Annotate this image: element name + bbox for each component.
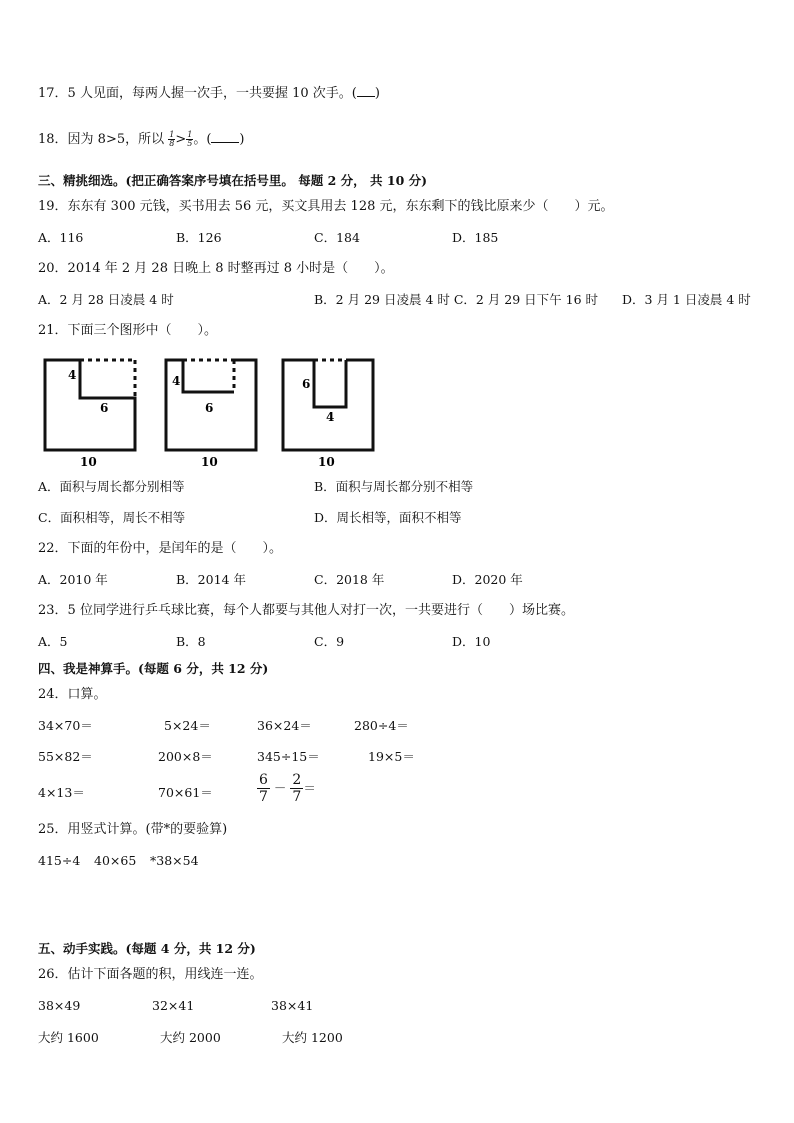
- product-item[interactable]: 38×41: [271, 998, 314, 1013]
- question-19-stem: 19．东东有 300 元钱，买书用去 56 元，买文具用去 128 元，东东剩下的钱比原来少（ ）元。: [38, 199, 614, 214]
- fraction-numerator: 1: [169, 130, 175, 139]
- question-25-stem: 25．用竖式计算。(带*的要验算): [38, 822, 228, 837]
- calc-item: 345÷15＝: [257, 749, 320, 764]
- fraction-expression: [257, 772, 316, 805]
- fraction-denominator: 8: [169, 139, 175, 148]
- calc-item: 70×61＝: [158, 785, 213, 800]
- label-base: 10: [80, 455, 97, 469]
- label-a: 4: [68, 368, 77, 382]
- fraction-numerator: 1: [187, 130, 193, 139]
- calc-item: 200×8＝: [158, 749, 213, 764]
- label-base: 10: [318, 455, 335, 469]
- q19-option-d[interactable]: D．185: [452, 230, 499, 245]
- figure-outline: [283, 360, 373, 450]
- q19-option-c[interactable]: C．184: [314, 230, 360, 245]
- minus-sign: －: [273, 780, 287, 796]
- product-item[interactable]: 32×41: [152, 998, 195, 1013]
- q17-text: 17．5 人见面，每两人握一次手，一共要握 10 次手。(: [38, 86, 357, 101]
- fraction-numerator: 2: [292, 772, 302, 788]
- fraction: [290, 772, 303, 805]
- q21-option-b[interactable]: B．面积与周长都分别不相等: [314, 479, 474, 494]
- fraction-denominator: 7: [292, 789, 302, 805]
- figure-3: [278, 355, 378, 474]
- vertical-calc-item: 40×65: [94, 853, 137, 868]
- answer-blank[interactable]: [211, 128, 239, 143]
- q19-option-a[interactable]: A．116: [38, 230, 84, 245]
- calc-item: 4×13＝: [38, 785, 85, 800]
- equals-sign: ＝: [303, 780, 316, 796]
- label-b: 6: [205, 401, 214, 415]
- calc-item: 34×70＝: [38, 718, 93, 733]
- calc-item: 19×5＝: [368, 749, 415, 764]
- answer-blank[interactable]: [357, 82, 375, 97]
- q17-close: ): [374, 86, 380, 101]
- section-3-title: 三、精挑细选。(把正确答案序号填在括号里。 每题 2 分， 共 10 分): [38, 173, 428, 188]
- q21-option-c[interactable]: C．面积相等，周长不相等: [38, 510, 186, 525]
- label-base: 10: [201, 455, 218, 469]
- q18-prefix: 18．因为 8>5，所以: [38, 132, 165, 147]
- label-b: 6: [100, 401, 109, 415]
- figure-outline: [45, 360, 135, 450]
- estimate-item[interactable]: 大约 1600: [38, 1030, 99, 1045]
- question-17: [38, 82, 380, 103]
- figure-outline: [314, 360, 346, 407]
- question-23-stem: 23．5 位同学进行乒乓球比赛，每个人都要与其他人对打一次，一共要进行（ ）场比赛。: [38, 603, 574, 618]
- estimate-item[interactable]: 大约 2000: [160, 1030, 221, 1045]
- calc-item: 55×82＝: [38, 749, 93, 764]
- q21-option-a[interactable]: A．面积与周长都分别相等: [38, 479, 185, 494]
- question-22-stem: 22．下面的年份中，是闰年的是（ ）。: [38, 541, 283, 556]
- section-4-title: 四、我是神算手。(每题 6 分，共 12 分): [38, 661, 269, 676]
- question-21-stem: 21．下面三个图形中（ ）。: [38, 323, 218, 338]
- estimate-item[interactable]: 大约 1200: [282, 1030, 343, 1045]
- section-5-title: 五、动手实践。(每题 4 分，共 12 分): [38, 941, 256, 956]
- q21-option-d[interactable]: D．周长相等，面积不相等: [314, 510, 462, 525]
- q18-suffix: 。(: [193, 132, 212, 147]
- vertical-calc-item: 415÷4: [38, 853, 81, 868]
- q19-option-b[interactable]: B．126: [176, 230, 222, 245]
- q23-option-c[interactable]: C．9: [314, 634, 345, 649]
- q22-option-a[interactable]: A．2010 年: [38, 572, 108, 587]
- figure-outline: [183, 360, 234, 392]
- figure-2: [161, 355, 261, 474]
- fraction: [257, 772, 270, 805]
- q22-option-c[interactable]: C．2018 年: [314, 572, 385, 587]
- label-a: 4: [172, 374, 181, 388]
- q20-option-d[interactable]: D．3 月 1 日凌晨 4 时: [622, 292, 751, 307]
- question-18: [38, 128, 245, 149]
- calc-item: 5×24＝: [164, 718, 211, 733]
- label-b: 4: [326, 410, 335, 424]
- q22-option-d[interactable]: D．2020 年: [452, 572, 523, 587]
- q23-option-b[interactable]: B．8: [176, 634, 206, 649]
- greater-than-sign: >: [175, 132, 187, 147]
- calc-item: 36×24＝: [257, 718, 312, 733]
- q22-option-b[interactable]: B．2014 年: [176, 572, 246, 587]
- question-20-stem: 20．2014 年 2 月 28 日晚上 8 时整再过 8 小时是（ ）。: [38, 261, 394, 276]
- q23-option-d[interactable]: D．10: [452, 634, 491, 649]
- fraction-denominator: 7: [259, 789, 268, 805]
- fraction-denominator: 5: [187, 139, 193, 148]
- label-a: 6: [302, 377, 311, 391]
- q18-close: ): [239, 132, 245, 147]
- question-26-stem: 26．估计下面各题的积，用线连一连。: [38, 967, 263, 982]
- figure-1: [40, 355, 140, 474]
- calc-item: 280÷4＝: [354, 718, 409, 733]
- q23-option-a[interactable]: A．5: [38, 634, 68, 649]
- question-24-stem: 24．口算。: [38, 687, 107, 702]
- product-item[interactable]: 38×49: [38, 998, 81, 1013]
- fraction-numerator: 6: [259, 772, 268, 788]
- q20-option-a[interactable]: A．2 月 28 日凌晨 4 时: [38, 292, 174, 307]
- q20-option-bc[interactable]: B．2 月 29 日凌晨 4 时 C．2 月 29 日下午 16 时: [314, 292, 599, 307]
- vertical-calc-item: *38×54: [150, 853, 199, 868]
